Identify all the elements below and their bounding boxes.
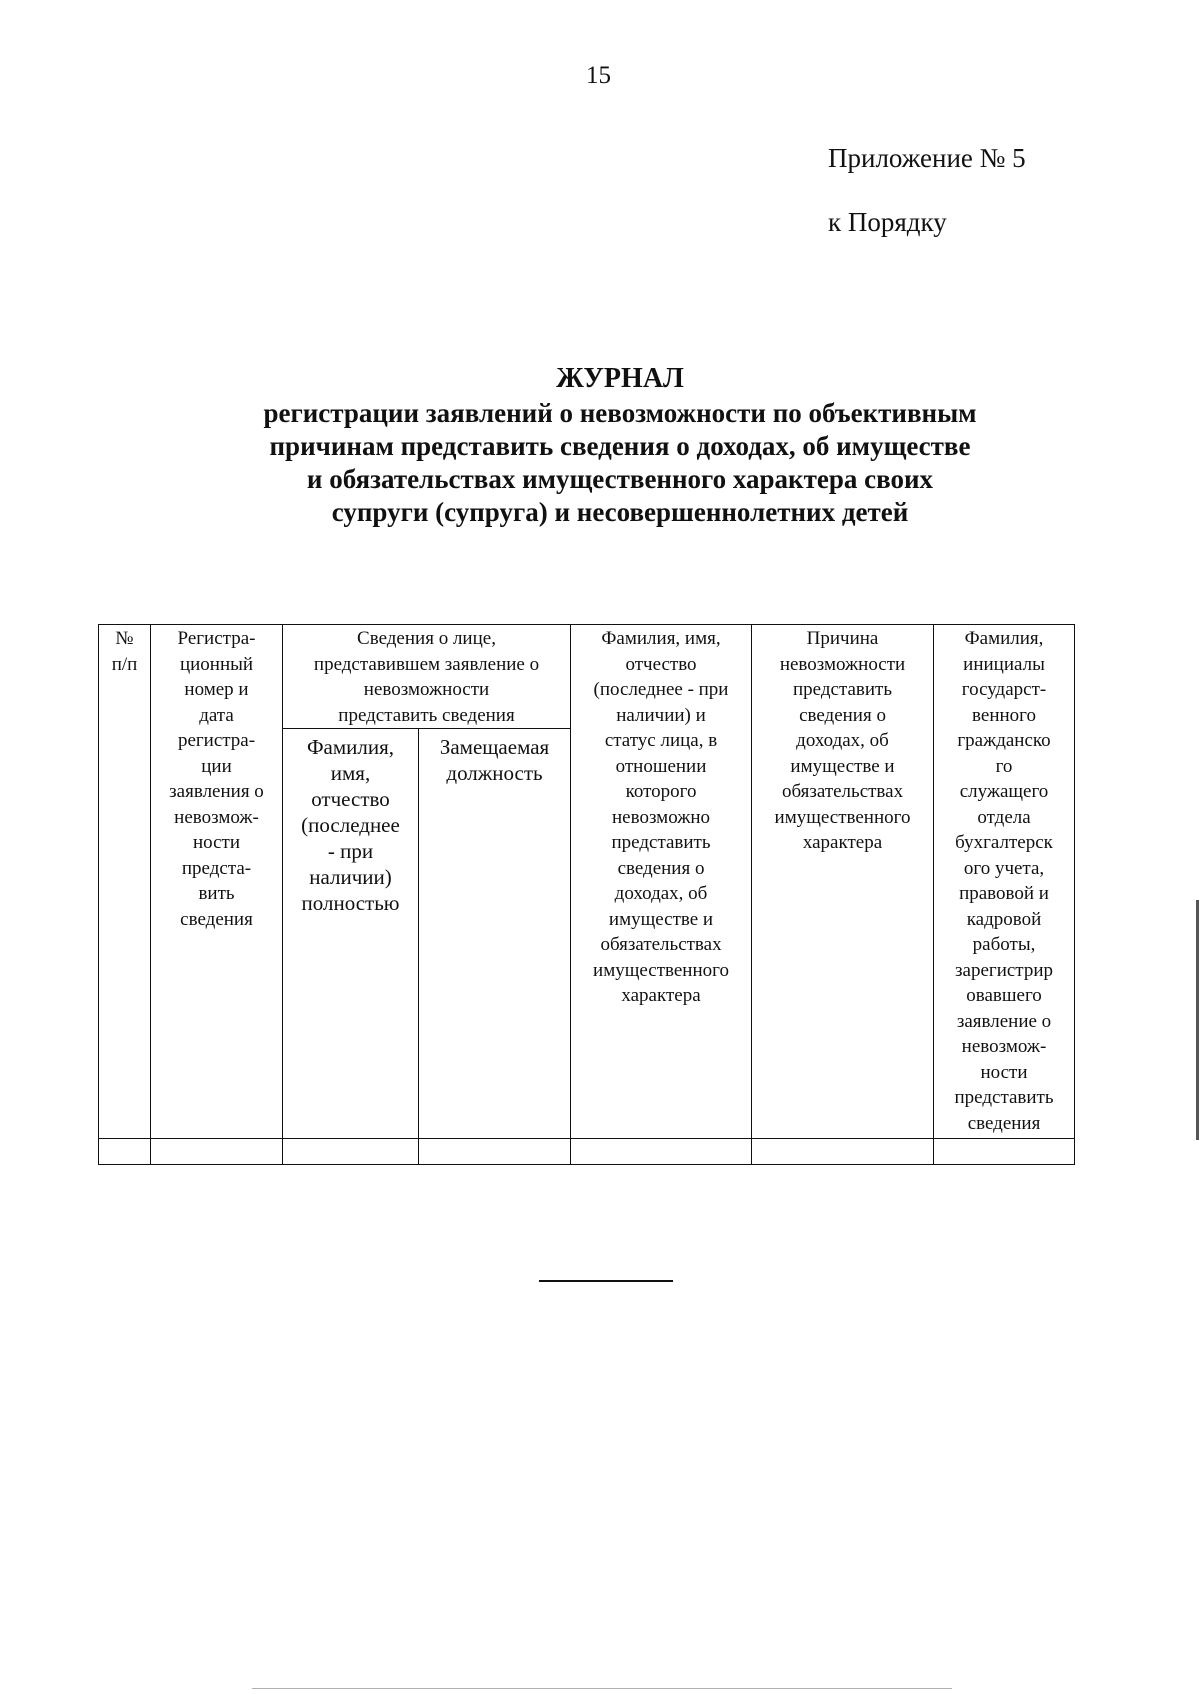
document-title: [200, 362, 1040, 529]
title-line-2: причинам представить сведения о доходах, об имуществе: [269, 431, 971, 461]
header-registration: Регистра- ционный номер и дата регистра- ции заявления о невозмож- ности предста- вить сведения: [151, 625, 283, 1139]
scan-edge-line: [252, 1688, 952, 1689]
header-reason: Причина невозможности представить сведения о доходах, об имуществе и обязательствах имущественного характера: [752, 625, 934, 1139]
table-cell: [752, 1139, 934, 1165]
table-cell: [283, 1139, 419, 1165]
header-number: № п/п: [99, 625, 151, 1139]
title-line-4: супруги (супруга) и несовершеннолетних детей: [331, 497, 909, 527]
page-number: 15: [586, 62, 611, 89]
appendix-number: Приложение № 5: [828, 143, 1026, 173]
end-divider: [539, 1280, 673, 1282]
table-cell: [99, 1139, 151, 1165]
table-cell: [571, 1139, 752, 1165]
journal-table: [98, 624, 1075, 1165]
title-line-3: и обязательствах имущественного характера своих: [306, 464, 934, 494]
appendix-reference: [828, 126, 1026, 254]
header-relative: Фамилия, имя, отчество (последнее - при наличии) и статус лица, в отношении которого невозможно представить сведения о доходах, об имуществе и обязательствах имущественного характера: [571, 625, 752, 1139]
scan-edge-mark: [1196, 900, 1199, 1140]
header-person-position: Замещаемая должность: [419, 729, 571, 1139]
title-line-1: регистрации заявлений о невозможности по объективным: [263, 398, 977, 428]
header-person-name: Фамилия, имя, отчество (последнее - при наличии) полностью: [283, 729, 419, 1139]
table-cell: [934, 1139, 1075, 1165]
appendix-order: к Порядку: [828, 207, 947, 237]
journal-title: ЖУРНАЛ: [556, 363, 684, 394]
header-official: Фамилия, инициалы государст- венного гражданско го служащего отдела бухгалтерск ого учета, правовой и кадровой работы, зарегистрир овавшего заявление о невозмож- ности представить сведения: [934, 625, 1075, 1139]
table-cell: [419, 1139, 571, 1165]
table-row: [99, 1139, 1075, 1165]
table-header-row: [99, 625, 1075, 729]
header-person-group: Сведения о лице, представившем заявление о невозможности представить сведения: [283, 625, 571, 729]
table-cell: [151, 1139, 283, 1165]
